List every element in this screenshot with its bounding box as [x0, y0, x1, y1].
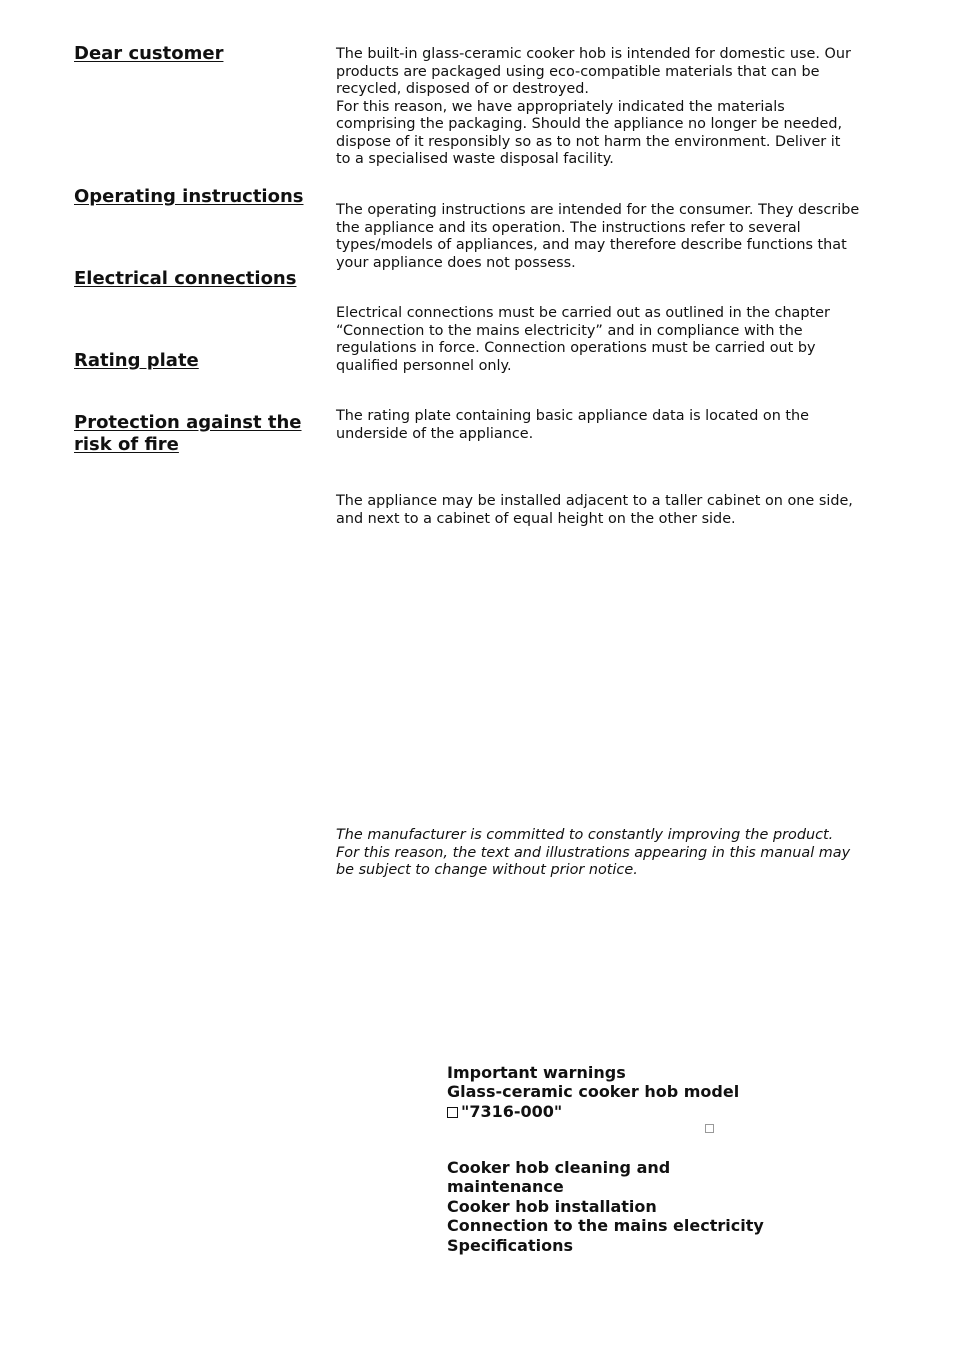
model-number-text: "7316-000"	[461, 1101, 563, 1121]
paragraph-electrical-connections: Electrical connections must be carried out as outlined in the chapter “Connection to the mains electricity” and in compliance with the regulations in force. Connection operations must be carried out by qualified personnel only.	[336, 305, 830, 374]
heading-rating-plate: Rating plate	[74, 350, 199, 371]
paragraph-dear-customer: The built-in glass-ceramic cooker hob is intended for domestic use. Our products are packaged using eco-compatible materials that can be recycled, disposed of or destroyed. For this reason, we have appropriately indicated the materials comprising the packaging. Should the appliance no longer be needed, dispose of it responsibly so as to not harm the environment. Deliver it to a specialised waste disposal facility.	[336, 46, 851, 167]
contents-item-model-number	[447, 1102, 867, 1121]
heading-fire-protection: Protection against the risk of fire	[74, 412, 302, 455]
heading-dear-customer: Dear customer	[74, 43, 224, 64]
paragraph-rating-plate: The rating plate containing basic appliance data is located on the underside of the appliance.	[336, 408, 810, 442]
heading-electrical-connections: Electrical connections	[74, 268, 297, 289]
contents-item-specifications: Specifications	[447, 1235, 573, 1255]
contents-item-mains-connection: Connection to the mains electricity	[447, 1216, 764, 1236]
paragraph-manufacturer-notice: The manufacturer is committed to constantly improving the product. For this reason, the text and illustrations appearing in this manual may be subject to change without prior notice.	[336, 827, 851, 878]
contents-item-installation: Cooker hob installation	[447, 1196, 657, 1216]
paragraph-operating-instructions: The operating instructions are intended for the consumer. They describe the appliance and its operation. The instructions refer to several types/models of appliances, and may therefore describe functions that your appliance does not possess.	[336, 202, 860, 271]
contents-list	[447, 1063, 867, 1121]
paragraph-fire-protection: The appliance may be installed adjacent to a taller cabinet on one side, and next to a cabinet of equal height on the other side.	[336, 493, 853, 527]
contents-item-cleaning: Cooker hob cleaning and maintenance	[447, 1158, 671, 1197]
contents-item-hob-model: Glass-ceramic cooker hob model	[447, 1082, 740, 1102]
contents-item-important-warnings: Important warnings	[447, 1063, 626, 1082]
contents-list-secondary	[447, 1158, 867, 1255]
checkbox-glyph-icon	[447, 1107, 458, 1118]
small-square-icon	[705, 1124, 714, 1133]
heading-operating-instructions: Operating instructions	[74, 186, 304, 207]
